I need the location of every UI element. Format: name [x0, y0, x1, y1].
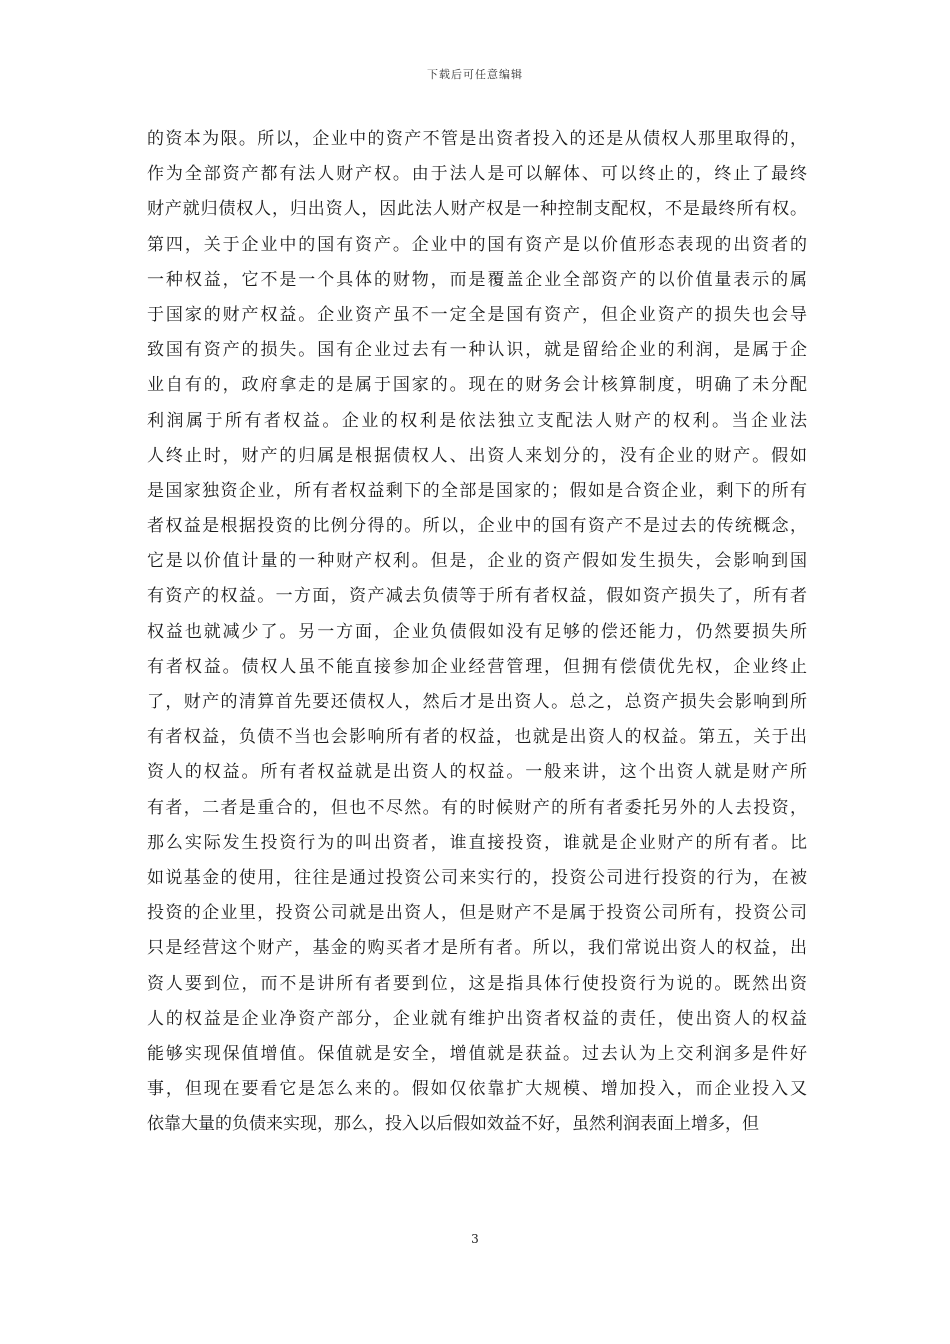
text-line: 财产就归债权人，归出资人，因此法人财产权是一种控制支配权，不是最终所有权。: [147, 199, 807, 220]
text-line: 第四，关于企业中的国有资产。企业中的国有资产是以价值形态表现的出资者的: [147, 234, 807, 255]
page-header: 下载后可任意编辑: [427, 68, 523, 81]
text-line: 有者，二者是重合的，但也不尽然。有的时候财产的所有者委托另外的人去投资，: [147, 797, 807, 818]
text-line: 依靠大量的负债来实现，那么，投入以后假如效益不好，虽然利润表面上增多，但: [147, 1114, 759, 1135]
text-line: 是国家独资企业，所有者权益剩下的全部是国家的；假如是合资企业，剩下的所有: [147, 480, 807, 501]
text-line: 资人要到位，而不是讲所有者要到位，这是指具体行使投资行为说的。既然出资: [147, 973, 807, 994]
text-line: 投资的企业里，投资公司就是出资人，但是财产不是属于投资公司所有，投资公司: [147, 903, 807, 924]
text-line: 利润属于所有者权益。企业的权利是依法独立支配法人财产的权利。当企业法: [147, 410, 807, 431]
text-line: 有资产的权益。一方面，资产减去负债等于所有者权益，假如资产损失了，所有者: [147, 586, 807, 607]
text-line: 一种权益，它不是一个具体的财物，而是覆盖企业全部资产的以价值量表示的属: [147, 269, 807, 290]
body-text: [147, 122, 807, 1142]
text-line: 资人的权益。所有者权益就是出资人的权益。一般来讲，这个出资人就是财产所: [147, 762, 807, 783]
text-line: 有者权益，负债不当也会影响所有者的权益，也就是出资人的权益。第五，关于出: [147, 727, 807, 748]
text-line: 于国家的财产权益。企业资产虽不一定全是国有资产，但企业资产的损失也会导: [147, 304, 807, 325]
text-line: 有者权益。债权人虽不能直接参加企业经营管理，但拥有偿债优先权，企业终止: [147, 656, 807, 677]
text-line: 它是以价值计量的一种财产权利。但是，企业的资产假如发生损失，会影响到国: [147, 551, 807, 572]
text-line: 事，但现在要看它是怎么来的。假如仅依靠扩大规模、增加投入，而企业投入又: [147, 1079, 807, 1100]
text-line: 者权益是根据投资的比例分得的。所以，企业中的国有资产不是过去的传统概念，: [147, 516, 807, 537]
text-line: 人的权益是企业净资产部分，企业就有维护出资者权益的责任，使出资人的权益: [147, 1008, 807, 1029]
text-line: 权益也就减少了。另一方面，企业负债假如没有足够的偿还能力，仍然要损失所: [147, 621, 807, 642]
text-line: 致国有资产的损失。国有企业过去有一种认识，就是留给企业的利润，是属于企: [147, 340, 807, 361]
text-line: 业自有的，政府拿走的是属于国家的。现在的财务会计核算制度，明确了未分配: [147, 375, 807, 396]
text-line: 能够实现保值增值。保值就是安全，增值就是获益。过去认为上交利润多是件好: [147, 1043, 807, 1064]
text-line: 作为全部资产都有法人财产权。由于法人是可以解体、可以终止的，终止了最终: [147, 164, 807, 185]
text-line: 的资本为限。所以，企业中的资产不管是出资者投入的还是从债权人那里取得的，: [147, 129, 807, 149]
text-line: 人终止时，财产的归属是根据债权人、出资人来划分的，没有企业的财产。假如: [147, 445, 807, 466]
text-line: 只是经营这个财产，基金的购买者才是所有者。所以，我们常说出资人的权益，出: [147, 938, 807, 959]
text-line: 那么实际发生投资行为的叫出资者，谁直接投资，谁就是企业财产的所有者。比: [147, 832, 807, 853]
text-line: 如说基金的使用，往往是通过投资公司来实行的，投资公司进行投资的行为，在被: [147, 867, 807, 888]
page-number: 3: [471, 1232, 479, 1246]
text-line: 了，财产的清算首先要还债权人，然后才是出资人。总之，总资产损失会影响到所: [147, 692, 807, 712]
